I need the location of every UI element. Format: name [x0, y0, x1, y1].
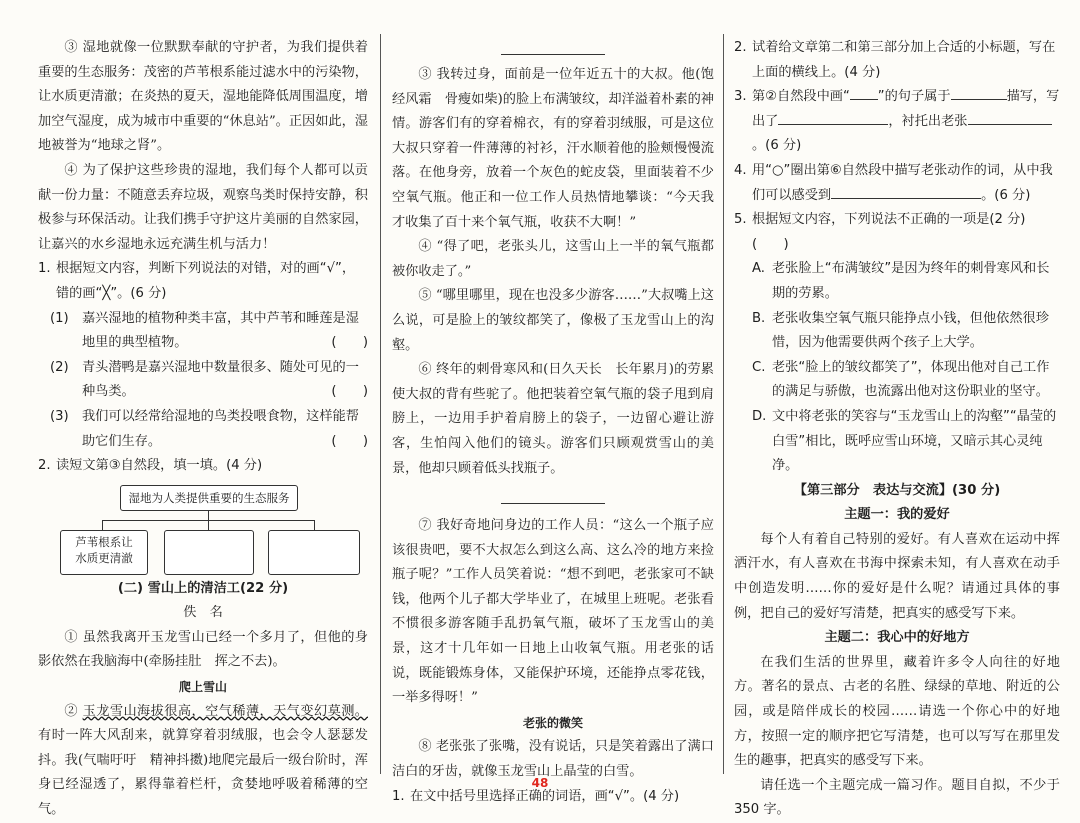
diagram-box-2-blank[interactable] — [164, 530, 254, 575]
question-text: ，衬托出老张 — [888, 113, 968, 129]
option-b[interactable] — [734, 307, 1060, 356]
option-d[interactable] — [734, 405, 1060, 479]
option-label: B. — [752, 310, 766, 326]
question-text: 描写，写出了 — [752, 89, 1060, 129]
sub-question-text: 我们可以经常给湿地的鸟类投喂食物，这样能帮助它们生存。 — [82, 408, 359, 449]
option-text: 老张脸上“布满皱纹”是因为终年的刺骨寒风和长期的劳累。 — [772, 261, 1050, 301]
option-label: D. — [752, 408, 767, 424]
diagram-box-1 — [60, 530, 148, 575]
diagram-top-box — [120, 485, 298, 511]
paragraph-text: 有时一阵大风刮来，就算穿着羽绒服，也会令人瑟瑟发抖。我(气喘吁吁 精神抖擞)地爬完最后一级台阶时，浑身已经湿透了，累得靠着栏杆，贪婪地呼吸着稀薄的空气。 — [38, 728, 368, 818]
subheading-2: 老张的微笑 — [522, 715, 583, 730]
question-number: 4. — [734, 162, 747, 178]
section-2-title: (二) 雪山上的清洁工(22 分) — [117, 580, 289, 596]
subtitle-blank-line-1[interactable] — [501, 54, 605, 55]
question-text: ”的句子属于 — [877, 89, 951, 105]
paragraph-8: ⑧ 老张张了张嘴，没有说话，只是笑着露出了满口洁白的牙齿，就像玉龙雪山上晶莹的白雪。 — [392, 739, 714, 780]
option-c[interactable] — [734, 356, 1060, 405]
question-text: 试着给文章第二和第三部分加上合适的小标题，写在上面的横线上。(4 分) — [752, 40, 1056, 80]
theme-1-title: 主题一：我的爱好 — [844, 507, 950, 523]
sub-question-1 — [38, 307, 368, 356]
column-divider-1 — [380, 34, 381, 774]
option-text: 老张收集空氧气瓶只能挣点小钱，但他依然很珍惜，因为他需要供两个孩子上大学。 — [772, 310, 1049, 351]
paragraph-7: ⑦ 我好奇地问身边的工作人员：“这么一个瓶子应该很贵吧，要不大叔怎么到这么高、这么冷的地方来捡瓶子呢？”工作人员笑着说：“想不到吧，老张家可不缺钱，他两个儿子都大学毕业了，在城里上班呢。老张看不惯很多游客随手乱扔氧气瓶，破坏了玉龙雪山的美景，这才十几年如一日地上山收氧气瓶。用老张的话说，既能锻炼身体，又能保护环境，还能挣点零花钱，一举多得呀！” — [392, 518, 714, 706]
column-middle — [392, 36, 714, 809]
answer-blank[interactable] — [850, 85, 878, 100]
subheading-1: 爬上雪山 — [178, 680, 227, 695]
underlined-sentence: 玉龙雪山海拔很高，空气稀薄，天气变幻莫测。 — [82, 703, 368, 719]
sub-question-2 — [38, 356, 368, 405]
diagram-box-3-blank[interactable] — [268, 530, 360, 575]
part-3-title: 【第三部分 表达与交流】(30 分) — [793, 482, 1001, 498]
writing-instruction: 请任选一个主题完成一篇习作。题目自拟，不少于 350 字。 — [734, 777, 1060, 818]
sub-question-number: (2) — [50, 359, 69, 375]
question-text: 用“○”圈出第⑥自然段中描写老张动作的词，从中我们可以感受到 — [752, 162, 1053, 203]
theme-1-text: 每个人有着自己特别的爱好。有人喜欢在运动中挥洒汗水，有人喜欢在书海中探索未知，有人喜欢在动手中创造发明……你的爱好是什么呢？请通过具体的事例，把自己的爱好写清楚，把真实的感受写下来。 — [734, 531, 1060, 621]
option-a[interactable] — [734, 257, 1060, 306]
diagram-box-text: 芦苇根系让 — [75, 534, 133, 549]
theme-2-text: 在我们生活的世界里，藏着许多令人向往的好地方。著名的景点、古老的名胜、绿绿的草地、附近的公园，或是陪伴成长的校园……请选一个你心中的好地方，按照一定的顺序把它写清楚，也可以写写在那里发生的趣事，把真实的感受写下来。 — [734, 654, 1060, 769]
sub-question-3 — [38, 405, 368, 454]
paragraph-5: ⑤ “哪里哪里，现在也没多少游客……”大叔嘴上这么说，可是脸上的皱纹都笑了，像极了玉龙雪山上的沟壑。 — [392, 288, 714, 353]
sub-question-text: 嘉兴湿地的植物种类丰富，其中芦苇和睡莲是湿地里的典型植物。 — [82, 310, 359, 351]
question-text: 第②自然段中画“ — [752, 89, 850, 105]
paragraph-2 — [38, 700, 368, 823]
column-left — [38, 36, 368, 823]
question-number: 1. — [38, 261, 51, 277]
paragraph-number: ② — [64, 703, 83, 719]
sub-question-text: 青头潜鸭是嘉兴湿地中数量很多、随处可见的一种鸟类。 — [82, 359, 359, 400]
answer-blank[interactable] — [951, 85, 1007, 100]
column-right — [734, 36, 1060, 823]
answer-paren[interactable]: ( ) — [331, 335, 368, 351]
question-text: 在文中括号里选择正确的词语，画“√”。(4 分) — [410, 788, 680, 804]
question-number: 2. — [38, 458, 51, 474]
question-2 — [38, 454, 368, 479]
question-text: 根据短文内容，下列说法不正确的一项是(2 分)( ) — [752, 212, 1026, 252]
option-text: 文中将老张的笑容与“玉龙雪山上的沟壑”“晶莹的白雪”相比，既呼应雪山环境，又暗示其心灵纯净。 — [772, 408, 1057, 474]
paragraph-4: ④ “得了吧，老张头儿，这雪山上一半的氧气瓶都被你收走了。” — [392, 239, 714, 279]
answer-paren[interactable]: ( ) — [331, 433, 368, 449]
theme-2-title: 主题二：我心中的好地方 — [824, 630, 970, 646]
answer-blank[interactable] — [831, 184, 981, 199]
question-number: 2. — [734, 40, 747, 55]
question-text: 。(6 分) — [752, 138, 802, 154]
question-3 — [734, 85, 1060, 159]
question-2 — [734, 36, 1060, 85]
question-number: 3. — [734, 89, 747, 105]
paragraph-3: ③ 我转过身，面前是一位年近五十的大叔。他(饱经风霜 骨瘦如柴)的脸上布满皱纹，却洋溢着朴素的神情。游客们有的穿着棉衣，有的穿着羽绒服，可是这位大叔只穿着一件薄薄的衬衫，汗水顺着他的脸颊慢慢流落。在他身旁，放着一个灰色的蛇皮袋，里面装着不少空氧气瓶。他正和一位工作人员热情地攀谈：“今天我才收集了百十来个氧气瓶，收获不大啊！” — [392, 67, 714, 230]
paragraph-3: ③ 湿地就像一位默默奉献的守护者，为我们提供着重要的生态服务：茂密的芦苇根系能过滤水中的污染物，让水质更清澈；在炎热的夏天，湿地能降低周围温度，增加空气湿度，成为城市中重要的“休息站”。正因如此，湿地被誉为“地球之肾”。 — [38, 40, 368, 154]
diagram-box-text: 水质更清澈 — [75, 550, 133, 565]
author: 佚 名 — [183, 605, 223, 621]
question-number: 5. — [734, 212, 747, 228]
option-text: 老张“脸上的皱纹都笑了”，体现出他对自己工作的满足与骄傲，也流露出他对这份职业的坚守。 — [772, 359, 1050, 400]
sub-question-number: (1) — [50, 310, 69, 326]
option-label: A. — [752, 261, 765, 277]
page-number: 48 — [531, 776, 549, 790]
answer-blank[interactable] — [778, 110, 888, 125]
question-text: 根据短文内容，判断下列说法的对错，对的画“√”，错的画“╳”。(6 分) — [56, 261, 356, 301]
question-4 — [734, 159, 1060, 208]
question-1 — [38, 257, 368, 306]
paragraph-6: ⑥ 终年的刺骨寒风和(日久天长 长年累月)的劳累使大叔的背有些驼了。他把装着空氧气瓶的袋子甩到肩膀上，一边用手护着肩膀上的袋子，一边留心避让游客，生怕闯入他们的镜头。游客们只顾观赏雪山的美景，他却只顾着低头找瓶子。 — [392, 362, 714, 476]
diagram-connector — [102, 520, 103, 530]
paragraph-4: ④ 为了保护这些珍贵的湿地，我们每个人都可以贡献一份力量：不随意丢弃垃圾，观察鸟类时保持安静，积极参与环保活动。让我们携手守护这片美丽的自然家园，让嘉兴的水乡湿地永远充满生机与活力！ — [38, 162, 368, 252]
sub-question-number: (3) — [50, 408, 69, 424]
diagram-connector — [208, 510, 209, 520]
question-text: 。(6 分) — [981, 187, 1031, 203]
diagram-connector — [208, 520, 209, 530]
question-text: 读短文第③自然段，填一填。(4 分) — [56, 458, 263, 474]
diagram-top-text: 湿地为人类提供重要的生态服务 — [128, 490, 290, 505]
answer-blank[interactable] — [968, 110, 1052, 125]
option-label: C. — [752, 359, 766, 375]
column-divider-2 — [723, 34, 724, 774]
fill-in-diagram — [38, 485, 368, 577]
question-number: 1. — [392, 788, 405, 804]
answer-paren[interactable]: ( ) — [331, 384, 368, 400]
question-5 — [734, 208, 1060, 257]
paragraph-1: ① 虽然我离开玉龙雪山已经一个多月了，但他的身影依然在我脑海中(牵肠挂肚 挥之不去)。 — [38, 629, 368, 670]
diagram-connector — [314, 520, 315, 530]
subtitle-blank-line-2[interactable] — [501, 503, 605, 504]
